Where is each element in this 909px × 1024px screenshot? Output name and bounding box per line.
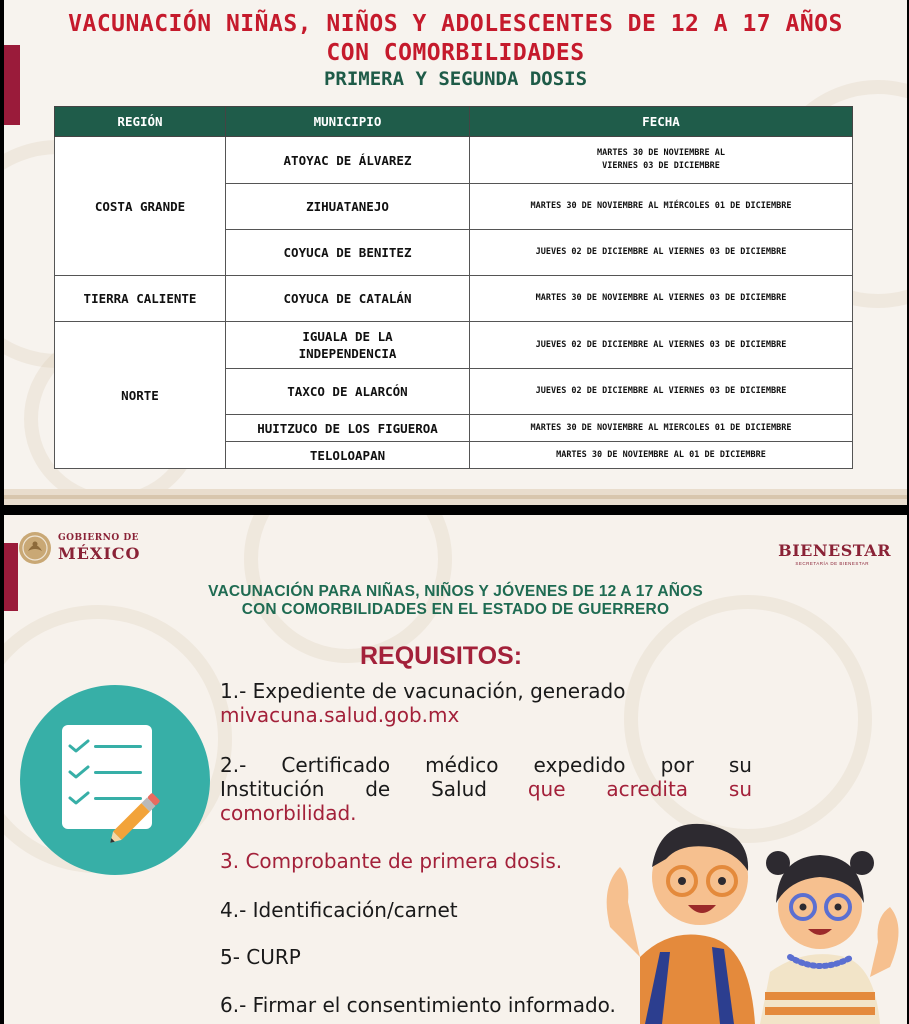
cell-fecha: JUEVES 02 DE DICIEMBRE AL VIERNES 03 DE DICIEMBRE bbox=[470, 230, 853, 276]
header-municipio: MUNICIPIO bbox=[226, 107, 470, 137]
requirement-highlight: comorbilidad. bbox=[220, 801, 357, 825]
checklist-line bbox=[94, 771, 142, 774]
requirement-text: Institución de Salud bbox=[220, 777, 528, 801]
page-title-line2: CON COMORBILIDADES bbox=[326, 40, 585, 66]
table-row bbox=[55, 322, 853, 369]
slide-separator bbox=[0, 505, 909, 515]
top-slide bbox=[4, 0, 907, 505]
cell-region: TIERRA CALIENTE bbox=[55, 276, 226, 322]
bienestar-subtitle: SECRETARÍA DE BIENESTAR bbox=[795, 561, 869, 566]
kids-illustration bbox=[600, 807, 907, 1024]
mexico-label: MÉXICO bbox=[58, 544, 141, 563]
page-subtitle: PRIMERA Y SEGUNDA DOSIS bbox=[323, 68, 588, 90]
requirement-item bbox=[220, 679, 752, 727]
requirement-text: 1.- Expediente de vacunación, generado bbox=[220, 679, 626, 703]
page-title: VACUNACIÓN NIÑAS, NIÑOS Y ADOLESCENTES DE 12 A 17 AÑOS bbox=[68, 11, 843, 37]
requirement-item: 4.- Identificación/carnet bbox=[220, 898, 458, 922]
requirement-highlight: que acredita su bbox=[527, 777, 752, 801]
header-region: REGIÓN bbox=[55, 107, 226, 137]
requisitos-title: REQUISITOS: bbox=[360, 642, 523, 670]
cell-municipio: COYUCA DE CATALÁN bbox=[226, 276, 470, 322]
schedule-table bbox=[54, 106, 853, 469]
bienestar-logo: BIENESTAR bbox=[778, 541, 891, 560]
cell-region: NORTE bbox=[55, 322, 226, 469]
fecha-line2: VIERNES 03 DE DICIEMBRE bbox=[602, 161, 720, 171]
checklist-line bbox=[94, 745, 142, 748]
requirement-item: 6.- Firmar el consentimiento informado. bbox=[220, 993, 616, 1017]
header-fecha: FECHA bbox=[470, 107, 853, 137]
cell-municipio: ZIHUATANEJO bbox=[226, 184, 470, 230]
cell-fecha: JUEVES 02 DE DICIEMBRE AL VIERNES 03 DE DICIEMBRE bbox=[470, 369, 853, 415]
cell-municipio bbox=[226, 322, 470, 369]
cell-fecha: MARTES 30 DE NOVIEMBRE AL 01 DE DICIEMBRE bbox=[470, 442, 853, 469]
section-heading-line2: CON COMORBILIDADES EN EL ESTADO DE GUERRERO bbox=[241, 601, 670, 618]
gobierno-label: GOBIERNO DE bbox=[58, 533, 140, 543]
cell-fecha bbox=[470, 137, 853, 184]
check-icon bbox=[68, 765, 90, 779]
requirement-line: 2.- Certificado médico expedido por su bbox=[220, 753, 752, 777]
cell-municipio: COYUCA DE BENITEZ bbox=[226, 230, 470, 276]
mexico-seal-icon bbox=[18, 531, 52, 565]
cell-fecha: MARTES 30 DE NOVIEMBRE AL MIERCOLES 01 DE DICIEMBRE bbox=[470, 415, 853, 442]
municipio-line2: INDEPENDENCIA bbox=[298, 346, 397, 361]
table-header-row bbox=[55, 107, 853, 137]
cell-municipio: TELOLOAPAN bbox=[226, 442, 470, 469]
cell-fecha: JUEVES 02 DE DICIEMBRE AL VIERNES 03 DE DICIEMBRE bbox=[470, 322, 853, 369]
check-icon bbox=[68, 791, 90, 805]
cell-municipio: ATOYAC DE ÁLVAREZ bbox=[226, 137, 470, 184]
cell-municipio: TAXCO DE ALARCÓN bbox=[226, 369, 470, 415]
cell-region: COSTA GRANDE bbox=[55, 137, 226, 276]
pencil-icon bbox=[100, 783, 170, 853]
section-heading: VACUNACIÓN PARA NIÑAS, NIÑOS Y JÓVENES DE 12 A 17 AÑOS bbox=[208, 583, 703, 600]
cell-municipio: HUITZUCO DE LOS FIGUEROA bbox=[226, 415, 470, 442]
requirement-item: 5- CURP bbox=[220, 945, 301, 969]
bottom-band bbox=[4, 489, 907, 505]
municipio-line1: IGUALA DE LA bbox=[302, 329, 393, 344]
mivacuna-link[interactable]: mivacuna.salud.gob.mx bbox=[220, 703, 460, 727]
fecha-line1: MARTES 30 DE NOVIEMBRE AL bbox=[597, 148, 725, 158]
requirement-line bbox=[220, 777, 752, 801]
table-row bbox=[55, 137, 853, 184]
check-icon bbox=[68, 739, 90, 753]
table-row bbox=[55, 276, 853, 322]
cell-fecha: MARTES 30 DE NOVIEMBRE AL MIÉRCOLES 01 DE DICIEMBRE bbox=[470, 184, 853, 230]
requirement-item: 3. Comprobante de primera dosis. bbox=[220, 849, 563, 873]
cell-fecha: MARTES 30 DE NOVIEMBRE AL VIERNES 03 DE DICIEMBRE bbox=[470, 276, 853, 322]
bottom-slide bbox=[4, 515, 907, 1024]
